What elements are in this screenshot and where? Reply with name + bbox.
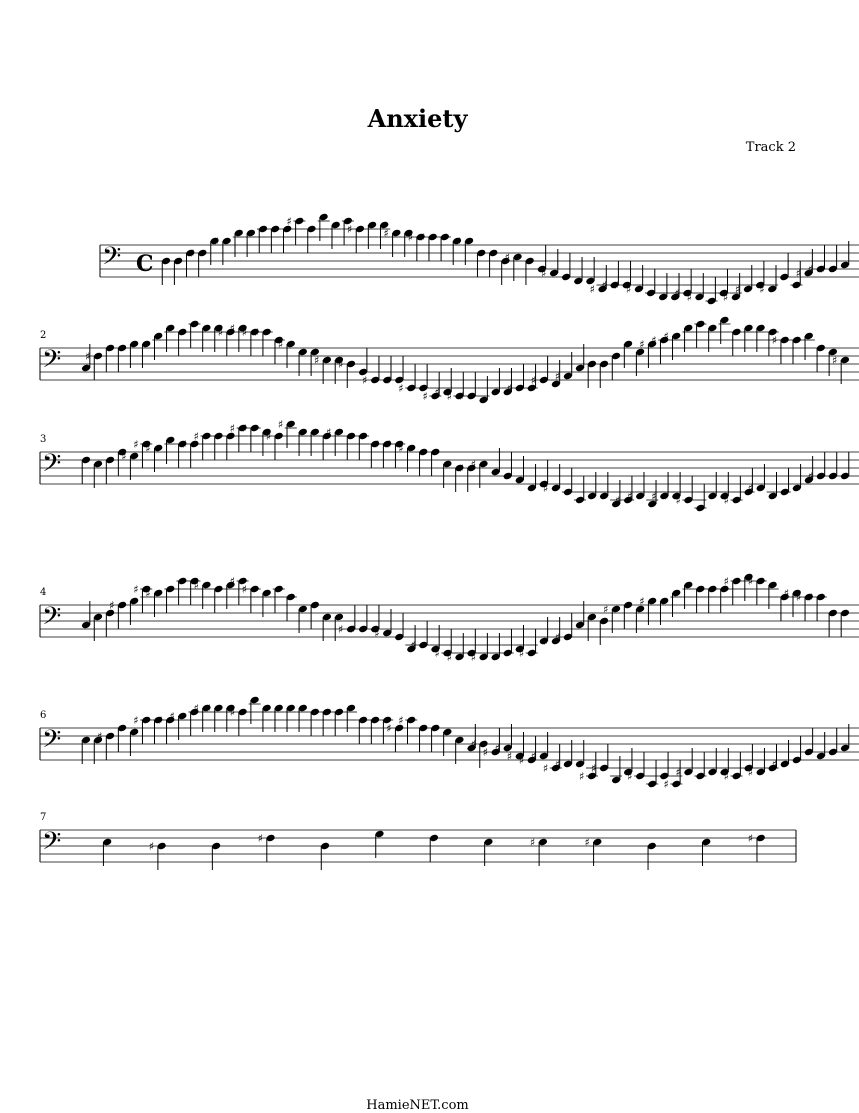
sharp-accidental-icon: ♯ — [530, 750, 537, 763]
sharp-accidental-icon: ♯ — [446, 390, 452, 403]
sharp-accidental-icon: ♯ — [133, 714, 139, 727]
sharp-accidental-icon: ♯ — [193, 579, 199, 592]
sharp-accidental-icon: ♯ — [133, 583, 139, 596]
sharp-accidental-icon: ♯ — [506, 382, 513, 395]
sharp-accidental-icon: ♯ — [518, 754, 525, 767]
sharp-accidental-icon: ♯ — [518, 647, 525, 660]
sharp-accidental-icon: ♯ — [603, 603, 609, 616]
sharp-accidental-icon: ♯ — [422, 390, 428, 403]
bass-clef-icon: 𝄢 — [42, 345, 62, 380]
sharp-accidental-icon: ♯ — [458, 390, 464, 403]
sharp-accidental-icon: ♯ — [456, 235, 462, 248]
sharp-accidental-icon: ♯ — [386, 438, 392, 451]
sharp-accidental-icon: ♯ — [217, 326, 223, 339]
sharp-accidental-icon: ♯ — [747, 482, 753, 495]
sharp-accidental-icon: ♯ — [386, 374, 392, 387]
sharp-accidental-icon: ♯ — [241, 326, 248, 339]
bass-clef-icon: 𝄢 — [102, 242, 122, 277]
time-signature: C — [136, 251, 154, 277]
sharp-accidental-icon: ♯ — [446, 651, 452, 664]
sharp-accidental-icon: ♯ — [398, 382, 404, 395]
sharp-accidental-icon: ♯ — [540, 267, 547, 280]
sharp-accidental-icon: ♯ — [362, 374, 368, 387]
sharp-accidental-icon: ♯ — [506, 750, 513, 763]
sharp-accidental-icon: ♯ — [229, 575, 235, 588]
sharp-accidental-icon: ♯ — [193, 430, 199, 443]
sharp-accidental-icon: ♯ — [157, 714, 163, 727]
sharp-accidental-icon: ♯ — [601, 279, 607, 292]
sharp-accidental-icon: ♯ — [286, 215, 292, 228]
sharp-accidental-icon: ♯ — [504, 251, 510, 264]
sharp-accidental-icon: ♯ — [419, 231, 426, 244]
sharp-accidental-icon: ♯ — [554, 370, 561, 383]
sharp-accidental-icon: ♯ — [675, 494, 681, 507]
sharp-accidental-icon: ♯ — [470, 738, 476, 751]
sharp-accidental-icon: ♯ — [747, 832, 754, 845]
sharp-accidental-icon: ♯ — [675, 766, 681, 779]
sharp-accidental-icon: ♯ — [338, 623, 344, 636]
sharp-accidental-icon: ♯ — [470, 651, 476, 664]
sharp-accidental-icon: ♯ — [807, 470, 814, 483]
sharp-accidental-icon: ♯ — [795, 591, 802, 604]
measure-number: 4 — [40, 587, 47, 598]
sharp-accidental-icon: ♯ — [434, 647, 440, 660]
sharp-accidental-icon: ♯ — [181, 438, 187, 451]
sharp-accidental-icon: ♯ — [241, 422, 248, 435]
sharp-accidental-icon: ♯ — [241, 583, 248, 596]
sharp-accidental-icon: ♯ — [386, 722, 392, 735]
sharp-accidental-icon: ♯ — [350, 623, 356, 636]
sharp-accidental-icon: ♯ — [771, 758, 778, 771]
sharp-accidental-icon: ♯ — [205, 702, 211, 715]
sharp-accidental-icon: ♯ — [374, 627, 380, 640]
sharp-accidental-icon: ♯ — [398, 442, 404, 455]
sharp-accidental-icon: ♯ — [213, 235, 220, 248]
sharp-accidental-icon: ♯ — [831, 354, 838, 367]
bass-clef-icon: 𝄢 — [42, 827, 62, 862]
sharp-accidental-icon: ♯ — [97, 730, 103, 743]
sharp-accidental-icon: ♯ — [494, 742, 500, 755]
bass-clef-icon: 𝄢 — [42, 449, 62, 484]
sharp-accidental-icon: ♯ — [663, 330, 669, 343]
footer-credit: HamieNET.com — [366, 1098, 469, 1113]
sharp-accidental-icon: ♯ — [723, 770, 729, 783]
sharp-accidental-icon: ♯ — [148, 840, 155, 853]
sharp-accidental-icon: ♯ — [229, 322, 235, 335]
sharp-accidental-icon: ♯ — [347, 223, 353, 236]
sharp-accidental-icon: ♯ — [458, 462, 464, 475]
sharp-accidental-icon: ♯ — [663, 778, 669, 791]
sharp-accidental-icon: ♯ — [398, 714, 404, 727]
sharp-accidental-icon: ♯ — [85, 350, 91, 363]
sharp-accidental-icon: ♯ — [795, 267, 801, 280]
sharp-accidental-icon: ♯ — [554, 631, 561, 644]
sharp-accidental-icon: ♯ — [651, 490, 657, 503]
sharp-accidental-icon: ♯ — [639, 338, 645, 351]
sharp-accidental-icon: ♯ — [759, 283, 765, 296]
measure-number: 3 — [40, 434, 47, 445]
sharp-accidental-icon: ♯ — [613, 279, 620, 292]
sharp-accidental-icon: ♯ — [407, 231, 413, 244]
bass-clef-icon: 𝄢 — [42, 725, 62, 760]
sharp-accidental-icon: ♯ — [686, 291, 692, 304]
sharp-accidental-icon: ♯ — [121, 450, 127, 463]
measure-number: 6 — [40, 710, 47, 721]
sharp-accidental-icon: ♯ — [627, 770, 633, 783]
sharp-accidental-icon: ♯ — [277, 338, 284, 351]
sharp-accidental-icon: ♯ — [554, 758, 561, 771]
sharp-accidental-icon: ♯ — [615, 494, 621, 507]
sharp-accidental-icon: ♯ — [530, 374, 537, 387]
sharp-accidental-icon: ♯ — [277, 418, 284, 431]
score-title: Anxiety — [367, 104, 468, 133]
sharp-accidental-icon: ♯ — [133, 438, 139, 451]
sharp-accidental-icon: ♯ — [374, 438, 380, 451]
sharp-accidental-icon: ♯ — [639, 595, 645, 608]
sharp-accidental-icon: ♯ — [783, 587, 790, 600]
sharp-accidental-icon: ♯ — [482, 746, 488, 759]
sharp-accidental-icon: ♯ — [663, 490, 669, 503]
bass-clef-icon: 𝄢 — [42, 602, 62, 637]
sharp-accidental-icon: ♯ — [771, 334, 778, 347]
sharp-accidental-icon: ♯ — [723, 575, 729, 588]
sharp-accidental-icon: ♯ — [529, 836, 536, 849]
sharp-accidental-icon: ♯ — [651, 334, 657, 347]
sharp-accidental-icon: ♯ — [722, 291, 729, 304]
sharp-accidental-icon: ♯ — [723, 494, 729, 507]
sharp-accidental-icon: ♯ — [542, 482, 549, 495]
sharp-accidental-icon: ♯ — [189, 247, 195, 260]
sharp-accidental-icon: ♯ — [145, 442, 151, 455]
sharp-accidental-icon: ♯ — [326, 426, 332, 439]
sharp-accidental-icon: ♯ — [747, 766, 753, 779]
sharp-accidental-icon: ♯ — [627, 490, 633, 503]
sharp-accidental-icon: ♯ — [434, 386, 440, 399]
sharp-accidental-icon: ♯ — [313, 354, 320, 367]
sharp-accidental-icon: ♯ — [253, 326, 260, 339]
sharp-accidental-icon: ♯ — [819, 263, 826, 276]
sharp-accidental-icon: ♯ — [470, 458, 476, 471]
sharp-accidental-icon: ♯ — [229, 706, 235, 719]
measure-number: 7 — [40, 812, 47, 823]
score-subtitle: Track 2 — [745, 140, 796, 155]
sharp-accidental-icon: ♯ — [109, 599, 115, 612]
sharp-accidental-icon: ♯ — [410, 639, 416, 652]
sharp-accidental-icon: ♯ — [145, 587, 151, 600]
sharp-accidental-icon: ♯ — [257, 832, 263, 845]
sharp-accidental-icon: ♯ — [338, 358, 344, 371]
sharp-accidental-icon: ♯ — [578, 770, 585, 783]
sharp-accidental-icon: ♯ — [169, 710, 175, 723]
sharp-accidental-icon: ♯ — [542, 762, 549, 775]
sharp-accidental-icon: ♯ — [589, 283, 595, 296]
sharp-accidental-icon: ♯ — [229, 422, 235, 435]
sharp-accidental-icon: ♯ — [807, 591, 814, 604]
sharp-accidental-icon: ♯ — [542, 635, 549, 648]
sharp-accidental-icon: ♯ — [383, 227, 389, 240]
sharp-accidental-icon: ♯ — [591, 762, 597, 775]
sharp-accidental-icon: ♯ — [265, 430, 272, 443]
measure-number: 2 — [40, 330, 47, 341]
sharp-accidental-icon: ♯ — [747, 575, 753, 588]
sharp-accidental-icon: ♯ — [193, 702, 199, 715]
sharp-accidental-icon: ♯ — [807, 263, 814, 276]
sharp-accidental-icon: ♯ — [625, 283, 632, 296]
sharp-accidental-icon: ♯ — [734, 283, 741, 296]
sharp-accidental-icon: ♯ — [674, 287, 680, 300]
sharp-accidental-icon: ♯ — [584, 836, 590, 849]
